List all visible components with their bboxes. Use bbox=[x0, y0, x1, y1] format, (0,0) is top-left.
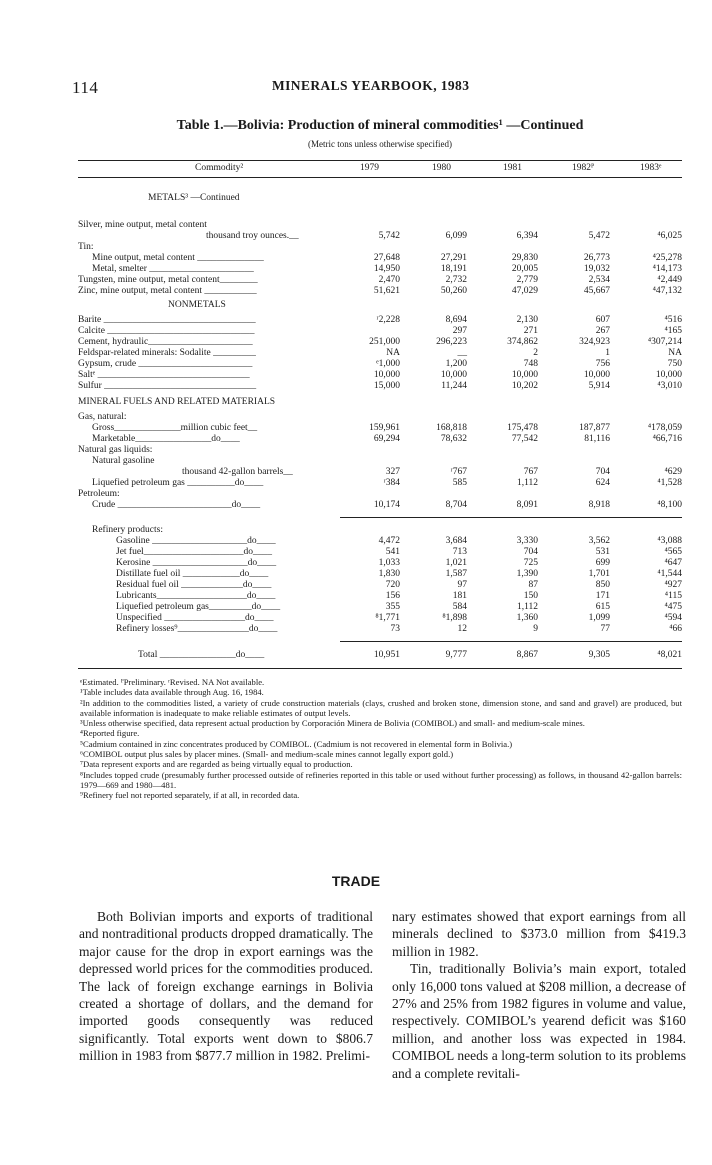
footnote: ⁷Data represent exports and are regarded as being virtually equal to production. bbox=[80, 759, 353, 770]
cell: 267 bbox=[595, 326, 610, 336]
table-row bbox=[78, 253, 682, 264]
cell: 4,472 bbox=[378, 536, 400, 546]
cell: 9,777 bbox=[445, 650, 467, 660]
table-row bbox=[78, 315, 682, 326]
cell: 175,478 bbox=[507, 423, 538, 433]
cell: ⁴3,010 bbox=[657, 381, 682, 391]
table-row bbox=[78, 326, 682, 337]
row-label: Petroleum: bbox=[78, 489, 120, 499]
cell: 850 bbox=[595, 580, 610, 590]
cell: 12 bbox=[457, 624, 467, 634]
header-1981: 1981 bbox=[503, 163, 522, 173]
cell: 150 bbox=[523, 591, 538, 601]
body-column-right bbox=[392, 908, 686, 1082]
cell: 8,704 bbox=[445, 500, 467, 510]
row-label: Gas, natural: bbox=[78, 412, 127, 422]
cell: 168,818 bbox=[436, 423, 467, 433]
row-label: Tin: bbox=[78, 242, 94, 252]
table-row bbox=[78, 500, 682, 511]
footnote: ⁸Includes topped crude (presumably further processed outside of refineries reported in this table or used without further processing) as follows, in thousand 42-gallon barrels: 1979—669 and 1980—481. bbox=[80, 769, 682, 790]
row-label: Natural gasoline bbox=[92, 456, 155, 466]
table-row bbox=[78, 478, 682, 489]
cell: 1,360 bbox=[516, 613, 538, 623]
cell: 97 bbox=[457, 580, 467, 590]
row-label: Silver, mine output, metal content bbox=[78, 220, 207, 230]
cell: 374,862 bbox=[507, 337, 538, 347]
cell: 704 bbox=[595, 467, 610, 477]
header-rule bbox=[78, 177, 682, 178]
footnote: ¹Table includes data available through Aug. 16, 1984. bbox=[80, 687, 264, 698]
row-label: Residual fuel oil _____________do____ bbox=[116, 580, 272, 590]
cell: ⁴165 bbox=[664, 326, 682, 336]
cell: 20,005 bbox=[511, 264, 538, 274]
paragraph: Tin, traditionally Bolivia’s main export, totaled only 16,000 tons valued at $208 million, a decrease of 27% and 25% from 1982 figures in volume and value, respectively. COMIBOL’s yearend deficit was $160 million, and another loss was expected in 1984. COMIBOL needs a long-term solution to its problems and a complete revitali- bbox=[392, 961, 686, 1081]
row-label: Refinery products: bbox=[92, 525, 163, 535]
cell: ⁴66 bbox=[669, 624, 682, 634]
cell: ⁴927 bbox=[664, 580, 682, 590]
cell: 1,099 bbox=[588, 613, 610, 623]
cell: 251,000 bbox=[369, 337, 400, 347]
cell: 327 bbox=[385, 467, 400, 477]
cell: ⁴8,100 bbox=[657, 500, 682, 510]
cell: 45,667 bbox=[583, 286, 610, 296]
footnote: ⁹Refinery fuel not reported separately, if at all, in recorded data. bbox=[80, 790, 300, 801]
row-label: Crude ________________________do____ bbox=[92, 500, 261, 510]
cell: 10,202 bbox=[511, 381, 538, 391]
table-row bbox=[78, 242, 682, 253]
cell: 2 bbox=[533, 348, 538, 358]
footnote: ²In addition to the commodities listed, a variety of crude construction materials (clays, crushed and broken stone, dimension stone, and sand and gravel) are produced, but available information is inadequate to make reliable estimates of output levels. bbox=[80, 697, 682, 718]
table-row bbox=[78, 423, 682, 434]
cell: 699 bbox=[595, 558, 610, 568]
cell: 3,330 bbox=[516, 536, 538, 546]
table-row bbox=[78, 220, 682, 231]
cell: 3,562 bbox=[588, 536, 610, 546]
cell: 585 bbox=[452, 478, 467, 488]
cell: 767 bbox=[523, 467, 538, 477]
cell: 355 bbox=[385, 602, 400, 612]
cell: 720 bbox=[385, 580, 400, 590]
cell: 584 bbox=[452, 602, 467, 612]
section-label: NONMETALS bbox=[168, 300, 226, 310]
section-heading-trade: TRADE bbox=[331, 873, 381, 889]
header-commodity: Commodity² bbox=[195, 163, 244, 173]
table-row bbox=[78, 286, 682, 297]
table-subtitle-wrap bbox=[0, 139, 712, 149]
row-label: Lubricants___________________do____ bbox=[116, 591, 276, 601]
footnote: ᵉEstimated. ᴾPreliminary. ʳRevised. NA Not available. bbox=[80, 677, 265, 687]
row-label: Gypsum, crude ________________________ bbox=[78, 359, 253, 369]
table-row bbox=[78, 381, 682, 392]
row-label: Refinery losses⁹_______________do____ bbox=[116, 624, 278, 634]
table-row bbox=[78, 602, 682, 613]
cell: 10,000 bbox=[583, 370, 610, 380]
footnote: ⁶COMIBOL output plus sales by placer mines. (Small- and medium-scale mines cannot legally export gold.) bbox=[80, 749, 454, 760]
cell: ⁴2,449 bbox=[657, 275, 682, 285]
row-label: Total ________________do____ bbox=[138, 650, 265, 660]
table-row bbox=[78, 412, 682, 423]
table-top-rule bbox=[78, 160, 682, 161]
table-subtitle: (Metric tons unless otherwise specified) bbox=[308, 139, 452, 149]
cell: 750 bbox=[667, 359, 682, 369]
cell: ⁴647 bbox=[664, 558, 682, 568]
cell: 27,291 bbox=[440, 253, 467, 263]
page-number: 114 bbox=[72, 78, 99, 97]
cell: 11,244 bbox=[441, 381, 467, 391]
cell: 9 bbox=[533, 624, 538, 634]
paragraph: Both Bolivian imports and exports of traditional and nontraditional products dropped dramatically. The major cause for the drop in export earnings was the depressed world prices for the commodities produced. The lack of foreign exchange earnings in Bolivia created a shortage of dollars, and the demand for imported goods consequently was reduced significantly. Total exports went down to $806.7 million in 1983 from $877.7 million in 1982. Prelimi- bbox=[79, 909, 373, 1064]
cell: 704 bbox=[523, 547, 538, 557]
row-label: Saltᵉ ________________________________ bbox=[78, 370, 250, 380]
cell: ⁴178,059 bbox=[647, 423, 682, 433]
cell: 6,099 bbox=[445, 231, 467, 241]
table-row bbox=[78, 456, 682, 467]
cell: 2,732 bbox=[445, 275, 467, 285]
table-title-wrap bbox=[0, 118, 712, 134]
cell: 14,950 bbox=[373, 264, 400, 274]
table-row bbox=[78, 624, 682, 635]
header-1979: 1979 bbox=[360, 163, 379, 173]
cell: 10,951 bbox=[373, 650, 400, 660]
cell: ⁸1,898 bbox=[442, 613, 467, 623]
table-row bbox=[78, 434, 682, 445]
cell: 73 bbox=[390, 624, 400, 634]
cell: 29,830 bbox=[511, 253, 538, 263]
cell: ⁴14,173 bbox=[652, 264, 682, 274]
total-rule bbox=[340, 641, 682, 642]
cell: 10,000 bbox=[511, 370, 538, 380]
cell: 8,694 bbox=[445, 315, 467, 325]
cell: ⁴3,088 bbox=[657, 536, 682, 546]
cell: 615 bbox=[595, 602, 610, 612]
cell: 78,632 bbox=[440, 434, 467, 444]
cell: 1 bbox=[605, 348, 610, 358]
table-row bbox=[78, 613, 682, 624]
cell: 69,294 bbox=[373, 434, 400, 444]
cell: 6,394 bbox=[516, 231, 538, 241]
row-label: Jet fuel_____________________do____ bbox=[116, 547, 272, 557]
cell: 1,021 bbox=[445, 558, 467, 568]
cell: ⁴6,025 bbox=[657, 231, 682, 241]
row-label: thousand troy ounces.__ bbox=[206, 231, 299, 241]
cell: 1,390 bbox=[516, 569, 538, 579]
row-label: thousand 42-gallon barrels__ bbox=[182, 467, 293, 477]
footnote: ⁵Cadmium contained in zinc concentrates produced by COMIBOL. (Cadmium is not recovered in elemental form in Bolivia.) bbox=[80, 738, 513, 749]
cell: 51,621 bbox=[373, 286, 400, 296]
cell: 10,174 bbox=[373, 500, 400, 510]
cell: ʳ767 bbox=[450, 467, 467, 477]
cell: ᵉ1,000 bbox=[376, 359, 400, 369]
cell: ⁴8,021 bbox=[657, 650, 682, 660]
cell: ⁴47,132 bbox=[652, 286, 682, 296]
cell: ʳ2,228 bbox=[376, 315, 400, 325]
cell: 10,000 bbox=[655, 370, 682, 380]
cell: 1,112 bbox=[516, 478, 538, 488]
section-metals: METALS³ —Continued bbox=[148, 193, 240, 203]
row-label: Calcite _______________________________ bbox=[78, 326, 255, 336]
cell: ⁴307,214 bbox=[647, 337, 682, 347]
table-row bbox=[78, 569, 682, 580]
row-label: Distillate fuel oil ____________do____ bbox=[116, 569, 269, 579]
cell: 15,000 bbox=[373, 381, 400, 391]
cell: 1,587 bbox=[445, 569, 467, 579]
row-label: Cement, hydraulic______________________ bbox=[78, 337, 253, 347]
section-label: MINERAL FUELS AND RELATED MATERIALS bbox=[78, 397, 276, 407]
row-label: Metal, smelter ______________________ bbox=[92, 264, 254, 274]
cell: 27,648 bbox=[373, 253, 400, 263]
cell: ⁴565 bbox=[664, 547, 682, 557]
cell: ⁴594 bbox=[664, 613, 682, 623]
row-label: Gross______________million cubic feet__ bbox=[92, 423, 258, 433]
table-row bbox=[78, 580, 682, 591]
cell: 2,470 bbox=[378, 275, 400, 285]
table-row bbox=[78, 489, 682, 500]
row-label: Barite ________________________________ bbox=[78, 315, 256, 325]
table-row bbox=[78, 231, 682, 242]
cell: 77 bbox=[600, 624, 610, 634]
cell: 531 bbox=[595, 547, 610, 557]
cell: NA bbox=[386, 348, 400, 358]
row-label: Marketable________________do____ bbox=[92, 434, 240, 444]
row-label: Unspecified _________________do____ bbox=[116, 613, 274, 623]
cell: 748 bbox=[523, 359, 538, 369]
cell: 725 bbox=[523, 558, 538, 568]
header-1983: 1983ᵉ bbox=[640, 163, 662, 173]
cell: 5,914 bbox=[588, 381, 610, 391]
cell: ⁴475 bbox=[664, 602, 682, 612]
table-bottom-rule bbox=[78, 668, 682, 669]
cell: 2,534 bbox=[588, 275, 610, 285]
cell: ⁴1,544 bbox=[657, 569, 682, 579]
table-footnotes bbox=[80, 677, 682, 801]
table-row bbox=[78, 445, 682, 456]
cell: 324,923 bbox=[579, 337, 610, 347]
cell: 8,867 bbox=[516, 650, 538, 660]
cell: 5,742 bbox=[378, 231, 400, 241]
footnote: ⁴Reported figure. bbox=[80, 728, 140, 739]
cell: 81,116 bbox=[584, 434, 610, 444]
table-row bbox=[78, 525, 682, 536]
row-label: Zinc, mine output, metal content ___________ bbox=[78, 286, 257, 296]
table-row bbox=[78, 650, 682, 661]
cell: 1,033 bbox=[378, 558, 400, 568]
table-row bbox=[78, 547, 682, 558]
table-row bbox=[78, 264, 682, 275]
cell: 187,877 bbox=[579, 423, 610, 433]
cell: 77,542 bbox=[511, 434, 538, 444]
table-row bbox=[78, 337, 682, 348]
table-row bbox=[78, 359, 682, 370]
cell: 1,701 bbox=[588, 569, 610, 579]
cell: 87 bbox=[528, 580, 538, 590]
cell: 1,200 bbox=[445, 359, 467, 369]
cell: 713 bbox=[452, 547, 467, 557]
cell: 9,305 bbox=[588, 650, 610, 660]
row-label: Sulfur ________________________________ bbox=[78, 381, 257, 391]
cell: 5,472 bbox=[588, 231, 610, 241]
footnote: ³Unless otherwise specified, data represent actual production by Corporación Minera de Bolivia (COMIBOL) and small- and medium-scale mines. bbox=[80, 718, 585, 729]
running-title: MINERALS YEARBOOK, 1983 bbox=[272, 78, 470, 93]
cell: 607 bbox=[595, 315, 610, 325]
cell: 18,191 bbox=[440, 264, 467, 274]
table-row bbox=[78, 591, 682, 602]
table-title: Table 1.—Bolivia: Production of mineral commodities¹ —Continued bbox=[176, 118, 584, 133]
cell: 2,779 bbox=[516, 275, 538, 285]
row-label: Feldspar-related minerals: Sodalite _________ bbox=[78, 348, 256, 358]
cell: __ bbox=[457, 348, 467, 358]
row-label: Liquefied petroleum gas_________do____ bbox=[116, 602, 281, 612]
row-label: Liquefied petroleum gas __________do____ bbox=[92, 478, 264, 488]
table-row bbox=[78, 536, 682, 547]
row-label: Mine output, metal content ______________ bbox=[92, 253, 264, 263]
header-1980: 1980 bbox=[432, 163, 451, 173]
cell: 8,091 bbox=[516, 500, 538, 510]
subtotal-rule bbox=[340, 517, 682, 518]
cell: 156 bbox=[385, 591, 400, 601]
cell: 2,130 bbox=[516, 315, 538, 325]
table-row bbox=[78, 467, 682, 478]
cell: ⁴1,528 bbox=[657, 478, 682, 488]
row-label: Tungsten, mine output, metal content________ bbox=[78, 275, 258, 285]
cell: 19,032 bbox=[583, 264, 610, 274]
row-label: Kerosine ____________________do____ bbox=[116, 558, 277, 568]
cell: 47,029 bbox=[511, 286, 538, 296]
cell: 8,918 bbox=[588, 500, 610, 510]
cell: 1,830 bbox=[378, 569, 400, 579]
cell: 10,000 bbox=[373, 370, 400, 380]
row-label: Natural gas liquids: bbox=[78, 445, 153, 455]
cell: 3,684 bbox=[445, 536, 467, 546]
cell: 541 bbox=[385, 547, 400, 557]
cell: ⁸1,771 bbox=[375, 613, 400, 623]
cell: 1,112 bbox=[516, 602, 538, 612]
cell: ⁴629 bbox=[664, 467, 682, 477]
cell: 26,773 bbox=[583, 253, 610, 263]
cell: 159,961 bbox=[369, 423, 400, 433]
header-1982: 1982ᴾ bbox=[572, 163, 595, 173]
cell: 171 bbox=[595, 591, 610, 601]
cell: ⁴25,278 bbox=[652, 253, 682, 263]
cell: 10,000 bbox=[440, 370, 467, 380]
table-row bbox=[78, 558, 682, 569]
cell: 624 bbox=[595, 478, 610, 488]
cell: 181 bbox=[452, 591, 467, 601]
table-row bbox=[78, 370, 682, 381]
cell: 271 bbox=[523, 326, 538, 336]
cell: 297 bbox=[452, 326, 467, 336]
paragraph: nary estimates showed that export earnings from all minerals declined to $373.0 million from $419.3 million in 1982. bbox=[392, 909, 686, 959]
cell: 50,260 bbox=[440, 286, 467, 296]
cell: ʳ384 bbox=[383, 478, 400, 488]
cell: ⁴115 bbox=[664, 591, 682, 601]
row-label: Gasoline ____________________do____ bbox=[116, 536, 276, 546]
cell: 756 bbox=[595, 359, 610, 369]
body-column-left bbox=[79, 908, 373, 1065]
section-fuels bbox=[78, 397, 682, 408]
cell: ⁴516 bbox=[664, 315, 682, 325]
cell: 296,223 bbox=[436, 337, 467, 347]
table-row bbox=[78, 348, 682, 359]
cell: NA bbox=[668, 348, 682, 358]
cell: ⁴66,716 bbox=[652, 434, 682, 444]
table-row bbox=[78, 275, 682, 286]
